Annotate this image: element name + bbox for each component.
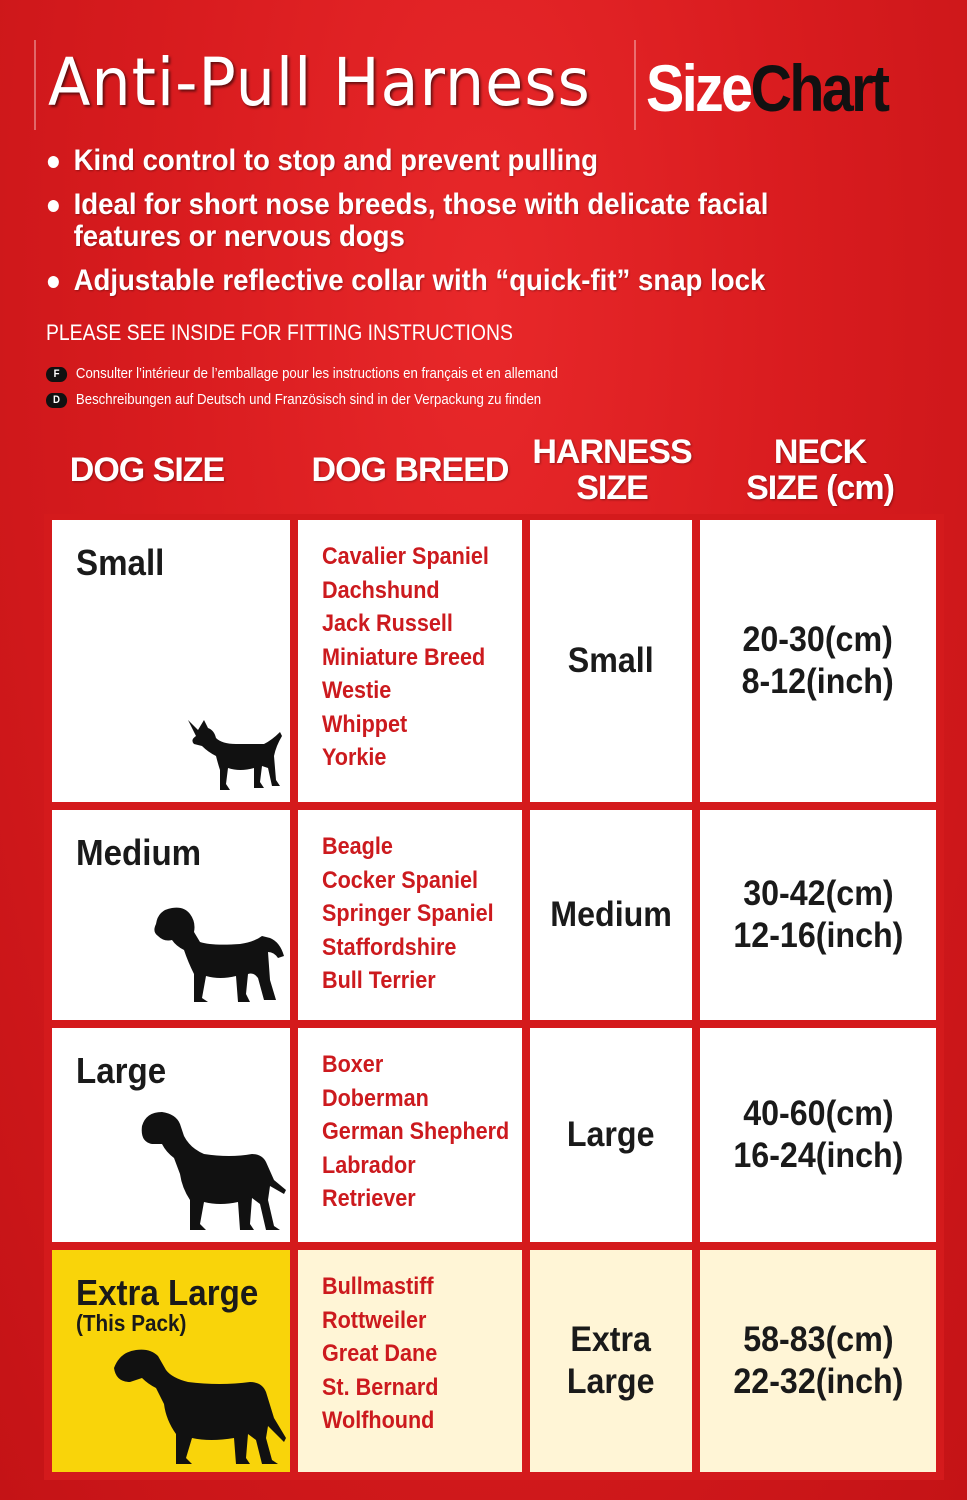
breed-item: Westie bbox=[322, 677, 392, 704]
divider-left bbox=[34, 40, 36, 130]
dog-breed-cell bbox=[298, 520, 522, 802]
breed-item: German Shepherd bbox=[322, 1118, 510, 1145]
harness-size-cell bbox=[530, 1250, 692, 1472]
dog-size-cell bbox=[52, 810, 290, 1020]
table-row bbox=[44, 1028, 944, 1242]
language-badge-f: F bbox=[46, 367, 67, 382]
neck-size-inch: 22-32(inch) bbox=[733, 1362, 903, 1401]
breed-item: Doberman bbox=[322, 1084, 429, 1112]
neck-size-value bbox=[733, 1093, 903, 1177]
table-row-highlighted bbox=[44, 1250, 944, 1472]
bullet-icon bbox=[48, 200, 59, 212]
harness-size-value bbox=[568, 640, 654, 682]
breed-item: Labrador bbox=[322, 1151, 416, 1179]
dog-size-label: Medium bbox=[76, 832, 202, 873]
title-product-name: Anti-Pull Harness bbox=[48, 44, 591, 121]
dog-breed-cell bbox=[298, 1250, 522, 1472]
neck-size-value bbox=[742, 619, 894, 703]
harness-size-value bbox=[567, 1319, 655, 1403]
harness-size-value bbox=[567, 1114, 655, 1156]
dog-size-label: Extra Large bbox=[76, 1272, 259, 1313]
neck-size-cm: 58-83(cm) bbox=[742, 1320, 894, 1359]
breed-list bbox=[322, 540, 507, 775]
breed-item: Yorkie bbox=[322, 744, 387, 771]
feature-text: Kind control to stop and prevent pulling bbox=[73, 144, 598, 177]
small-dog-silhouette-icon bbox=[184, 714, 284, 794]
dog-size-label: Small bbox=[76, 542, 165, 583]
neck-size-cell bbox=[700, 520, 936, 802]
neck-size-cm: 20-30(cm) bbox=[742, 620, 894, 659]
dog-size-cell bbox=[52, 1028, 290, 1242]
harness-size-value bbox=[550, 894, 672, 936]
extra-large-dog-silhouette-icon bbox=[110, 1342, 290, 1468]
breed-list bbox=[322, 1270, 451, 1438]
neck-size-cell bbox=[700, 1028, 936, 1242]
neck-size-cell bbox=[700, 810, 936, 1020]
breed-item: Staffordshire bbox=[322, 933, 457, 961]
feature-text: Adjustable reflective collar with “quick-fit” snap lock bbox=[73, 264, 766, 297]
language-text: Beschreibungen auf Deutsch und Französisch sind in der Verpackung zu finden bbox=[75, 391, 542, 408]
title-chart-word: Chart bbox=[750, 51, 888, 125]
harness-size-line: Large bbox=[567, 1362, 655, 1401]
language-badge-d: D bbox=[46, 393, 67, 408]
breed-item: Cocker Spaniel bbox=[322, 866, 479, 894]
neck-size-value bbox=[733, 873, 903, 957]
harness-size-cell bbox=[530, 1028, 692, 1242]
harness-size-line: Small bbox=[568, 641, 654, 680]
column-header-neck-size bbox=[700, 434, 940, 506]
neck-size-inch: 16-24(inch) bbox=[733, 1136, 903, 1175]
language-note-french bbox=[46, 365, 558, 382]
dog-breed-cell bbox=[298, 810, 522, 1020]
feature-item bbox=[46, 145, 856, 177]
breed-list bbox=[322, 1048, 530, 1216]
harness-size-cell bbox=[530, 810, 692, 1020]
breed-item: Retriever bbox=[322, 1185, 416, 1212]
large-dog-silhouette-icon bbox=[134, 1108, 289, 1234]
feature-text: Ideal for short nose breeds, those with delicate facial features or nervous dogs bbox=[73, 188, 769, 253]
column-header-dog-breed: DOG BREED bbox=[311, 451, 509, 489]
neck-size-cm: 30-42(cm) bbox=[742, 874, 894, 913]
feature-item bbox=[46, 189, 856, 253]
neck-size-inch: 12-16(inch) bbox=[733, 916, 903, 955]
column-header-harness-size bbox=[530, 434, 694, 506]
breed-item: Rottweiler bbox=[322, 1306, 427, 1334]
harness-size-line: Extra bbox=[570, 1320, 652, 1359]
fitting-notice: PLEASE SEE INSIDE FOR FITTING INSTRUCTIONS bbox=[46, 320, 513, 345]
title-size-word: Size bbox=[646, 51, 751, 125]
language-note-german bbox=[46, 391, 541, 408]
breed-item: Boxer bbox=[322, 1051, 384, 1078]
language-text: Consulter l’intérieur de l’emballage pour les instructions en français et en allemand bbox=[75, 365, 558, 382]
feature-item bbox=[46, 265, 856, 297]
breed-item: Wolfhound bbox=[322, 1407, 435, 1434]
dog-size-cell bbox=[52, 1250, 290, 1472]
neck-size-cell bbox=[700, 1250, 936, 1472]
harness-size-line1: HARNESS bbox=[532, 433, 692, 471]
size-chart-table bbox=[44, 514, 944, 1480]
medium-dog-silhouette-icon bbox=[150, 902, 285, 1006]
neck-size-cm: 40-60(cm) bbox=[742, 1094, 894, 1133]
header bbox=[0, 0, 967, 140]
dog-size-cell bbox=[52, 520, 290, 802]
table-row bbox=[44, 810, 944, 1020]
breed-item: Whippet bbox=[322, 710, 408, 738]
harness-size-line: Large bbox=[567, 1115, 655, 1154]
breed-item: Dachshund bbox=[322, 576, 440, 604]
breed-item: Great Dane bbox=[322, 1340, 438, 1367]
breed-item: Springer Spaniel bbox=[322, 900, 494, 927]
feature-list bbox=[46, 145, 926, 309]
neck-size-line1: NECK bbox=[773, 433, 867, 471]
dog-size-label: Large bbox=[76, 1050, 167, 1091]
breed-item: Miniature Breed bbox=[322, 643, 486, 671]
breed-item: Bull Terrier bbox=[322, 967, 436, 994]
breed-item: Beagle bbox=[322, 833, 393, 860]
divider-title bbox=[634, 40, 636, 130]
breed-item: Cavalier Spaniel bbox=[322, 543, 489, 570]
harness-size-line: Medium bbox=[550, 895, 672, 934]
breed-item: Jack Russell bbox=[322, 610, 453, 637]
column-header-dog-size: DOG SIZE bbox=[69, 451, 225, 489]
neck-size-line2: SIZE (cm) bbox=[746, 469, 894, 507]
harness-size-line2: SIZE bbox=[576, 469, 648, 507]
title-size-chart bbox=[646, 50, 887, 126]
neck-size-inch: 8-12(inch) bbox=[741, 662, 895, 701]
dog-breed-cell bbox=[298, 1028, 522, 1242]
bullet-icon bbox=[48, 276, 59, 288]
this-pack-label: (This Pack) bbox=[76, 1310, 187, 1336]
breed-list bbox=[322, 830, 513, 998]
breed-item: Bullmastiff bbox=[322, 1273, 434, 1300]
bullet-icon bbox=[48, 156, 59, 168]
harness-size-cell bbox=[530, 520, 692, 802]
neck-size-value bbox=[733, 1319, 903, 1403]
breed-item: St. Bernard bbox=[322, 1373, 439, 1401]
table-row bbox=[44, 520, 944, 802]
